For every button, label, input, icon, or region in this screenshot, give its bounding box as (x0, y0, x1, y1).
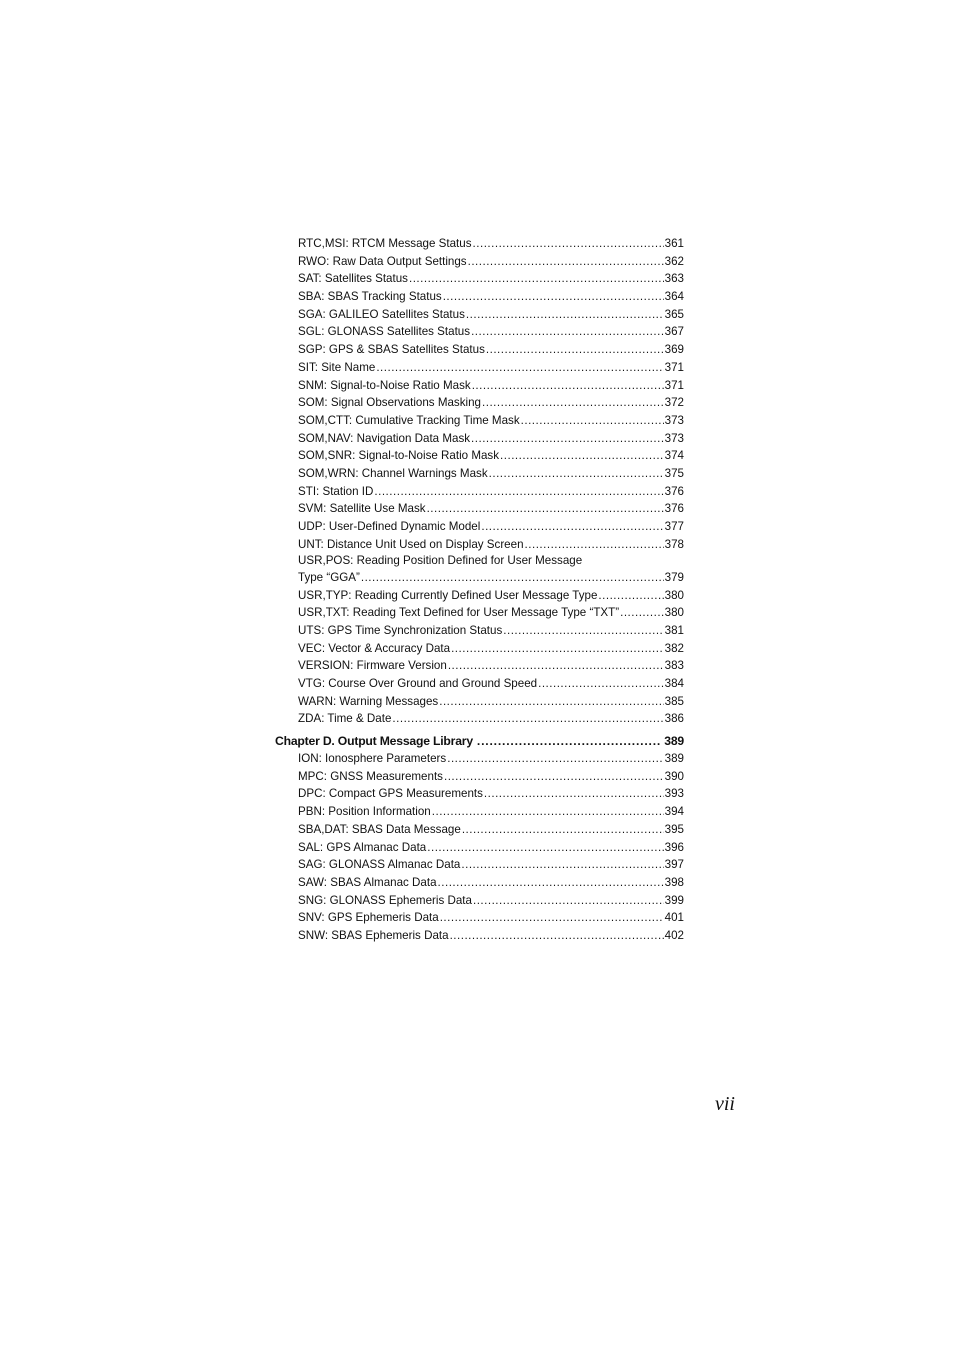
toc-entry[interactable] (275, 518, 684, 536)
dot-leader (451, 640, 664, 658)
toc-entry-page: 401 (664, 911, 684, 925)
toc-entry-page: 373 (664, 413, 684, 427)
toc-entry[interactable] (275, 874, 684, 892)
toc-entry-title: VTG: Course Over Ground and Ground Speed (298, 677, 538, 690)
toc-entry-title: SNG: GLONASS Ephemeris Data (298, 893, 472, 907)
toc-entry[interactable] (275, 622, 684, 640)
toc-entry-page: 376 (664, 502, 684, 516)
dot-leader (374, 483, 663, 501)
toc-entry-title-line2: Type “GGA” (298, 571, 360, 585)
toc-entry-page: 402 (664, 928, 684, 942)
toc-entry-title: VEC: Vector & Accuracy Data (298, 641, 451, 655)
dot-leader (486, 341, 664, 359)
dot-leader (525, 536, 664, 554)
toc-entry-page: 376 (664, 484, 684, 498)
dot-leader (598, 587, 663, 605)
toc-entry-title: SIT: Site Name (298, 360, 376, 374)
toc-entry-title: SAG: GLONASS Almanac Data (298, 858, 461, 872)
toc-entry-title: VERSION: Firmware Version (298, 659, 447, 673)
toc-entry-page: 371 (664, 360, 684, 374)
toc-entry-page: 362 (664, 254, 684, 268)
dot-leader (521, 412, 664, 430)
dot-leader (376, 359, 663, 377)
toc-entry-page: 385 (664, 694, 684, 708)
toc-entry-page: 379 (664, 571, 684, 585)
toc-entry[interactable] (275, 447, 684, 465)
toc-entry-title: SOM,CTT: Cumulative Tracking Time Mask (298, 413, 520, 427)
toc-entry-title: USR,TXT: Reading Text Defined for User Message Type “TXT” (298, 606, 620, 620)
toc-entry[interactable] (275, 394, 684, 412)
toc-entry[interactable] (275, 323, 684, 341)
toc-entry[interactable] (275, 587, 684, 605)
dot-leader (440, 909, 664, 927)
toc-entry-title: UTS: GPS Time Synchronization Status (298, 623, 503, 637)
dot-leader (500, 447, 664, 465)
dot-leader (468, 253, 664, 271)
toc-entry-title: RWO: Raw Data Output Settings (298, 254, 467, 268)
page-number: vii (715, 1093, 735, 1115)
toc-entry-page: 381 (664, 623, 684, 637)
toc-entry[interactable] (275, 675, 684, 693)
toc-entry-page: 393 (664, 787, 684, 801)
toc-entry[interactable] (275, 927, 684, 945)
toc-entry[interactable] (275, 710, 684, 728)
dot-leader (462, 821, 664, 839)
toc-entry-page: 380 (664, 606, 684, 620)
toc-entry-page: 389 (664, 752, 684, 766)
dot-leader (448, 657, 664, 675)
toc-entry[interactable] (275, 657, 684, 675)
toc-entry-title: SOM,NAV: Navigation Data Mask (298, 431, 471, 445)
table-of-contents (275, 235, 684, 945)
toc-entry-title: SNV: GPS Ephemeris Data (298, 911, 439, 925)
dot-leader (484, 785, 664, 803)
toc-entry-page: 373 (664, 431, 684, 445)
toc-entry[interactable] (275, 768, 684, 786)
dot-leader (461, 856, 663, 874)
toc-entry-title: DPC: Compact GPS Measurements (298, 787, 483, 801)
toc-entry[interactable] (275, 536, 684, 554)
dot-leader (471, 323, 664, 341)
toc-entry-title: SGP: GPS & SBAS Satellites Status (298, 343, 485, 357)
toc-entry-page: 382 (664, 641, 684, 655)
toc-entry-page: 397 (664, 858, 684, 872)
chapter-page: 389 (664, 734, 684, 749)
toc-entry-page: 371 (664, 378, 684, 392)
toc-entry[interactable] (275, 604, 684, 622)
toc-entry-title: MPC: GNSS Measurements (298, 769, 443, 783)
toc-entry[interactable] (275, 270, 684, 288)
toc-entry[interactable] (275, 750, 684, 768)
toc-entry-page: 384 (664, 677, 684, 690)
toc-entry-page: 365 (664, 307, 684, 321)
dot-leader (503, 622, 663, 640)
toc-entry-title: SOM,SNR: Signal-to-Noise Ratio Mask (298, 449, 500, 463)
toc-entry-page: 369 (664, 343, 684, 357)
chapter-title: Chapter D. Output Message Library (275, 734, 473, 749)
toc-entry[interactable] (275, 306, 684, 324)
toc-entry-page: 394 (664, 805, 684, 819)
toc-entry-title: SBA: SBAS Tracking Status (298, 290, 442, 304)
toc-entry-title: ZDA: Time & Date (298, 712, 392, 726)
toc-entry-title: SNM: Signal-to-Noise Ratio Mask (298, 378, 471, 392)
toc-entry-page: 375 (664, 466, 684, 480)
toc-entry[interactable] (275, 693, 684, 711)
toc-entry[interactable] (275, 288, 684, 306)
dot-leader (438, 874, 664, 892)
toc-entry-page: 396 (664, 840, 684, 854)
toc-entry[interactable] (275, 377, 684, 395)
toc-entry-title: SOM,WRN: Channel Warnings Mask (298, 466, 488, 480)
toc-entry-title: SAL: GPS Almanac Data (298, 840, 427, 854)
toc-entry[interactable] (275, 341, 684, 359)
toc-entry-page: 377 (664, 520, 684, 533)
toc-chapter-heading[interactable] (275, 732, 684, 750)
dot-leader (439, 693, 663, 711)
dot-leader (392, 710, 663, 728)
toc-entry[interactable] (275, 412, 684, 430)
dot-leader (477, 732, 660, 750)
toc-entry-title: UNT: Distance Unit Used on Display Screen (298, 537, 524, 551)
toc-entry[interactable] (275, 430, 684, 448)
dot-leader (472, 377, 664, 395)
toc-entry[interactable] (275, 465, 684, 483)
toc-entry[interactable] (275, 821, 684, 839)
toc-entry-title: RTC,MSI: RTCM Message Status (298, 237, 472, 250)
toc-entry-title: WARN: Warning Messages (298, 694, 439, 708)
dot-leader (450, 927, 664, 945)
toc-entry[interactable] (275, 892, 684, 910)
toc-entry-page: 390 (664, 769, 684, 783)
toc-entry-page: 383 (664, 659, 684, 673)
toc-entry-page: 367 (664, 325, 684, 339)
toc-entry-title: PBN: Position Information (298, 805, 431, 819)
dot-leader (427, 500, 664, 518)
toc-entry[interactable] (275, 785, 684, 803)
toc-entry[interactable] (275, 640, 684, 658)
toc-entry[interactable] (275, 359, 684, 377)
toc-entry[interactable] (275, 483, 684, 501)
toc-entry-page: 380 (664, 588, 684, 602)
toc-entry-page: 386 (664, 712, 684, 726)
toc-group-output-messages (275, 750, 684, 945)
dot-leader (473, 892, 664, 910)
dot-leader (538, 675, 664, 693)
toc-entry[interactable] (275, 553, 684, 586)
dot-leader (481, 518, 663, 536)
toc-entry-page: 398 (664, 875, 684, 889)
dot-leader (443, 288, 664, 306)
dot-leader (466, 306, 664, 324)
toc-entry[interactable] (275, 803, 684, 821)
dot-leader (427, 839, 663, 857)
toc-entry[interactable] (275, 909, 684, 927)
dot-leader (482, 394, 664, 412)
dot-leader (409, 270, 664, 288)
toc-entry[interactable] (275, 839, 684, 857)
toc-entry[interactable] (275, 235, 684, 253)
toc-entry-title: USR,TYP: Reading Currently Defined User Message Type (298, 588, 598, 602)
toc-entry[interactable] (275, 253, 684, 271)
toc-entry[interactable] (275, 856, 684, 874)
dot-leader (361, 569, 664, 586)
toc-entry-page: 364 (664, 290, 684, 304)
toc-entry-title-line1: USR,POS: Reading Position Defined for User Message (298, 554, 583, 568)
dot-leader (432, 803, 664, 821)
toc-group-commands-cont (275, 587, 684, 729)
dot-leader (620, 604, 664, 622)
toc-entry[interactable] (275, 500, 684, 518)
toc-entry-title: ION: Ionosphere Parameters (298, 752, 447, 766)
toc-entry-page: 399 (664, 893, 684, 907)
toc-group-commands (275, 235, 684, 553)
toc-entry-page: 395 (664, 822, 684, 836)
toc-entry-page: 361 (664, 237, 684, 250)
toc-entry-title: STI: Station ID (298, 484, 374, 498)
toc-entry-title: SNW: SBAS Ephemeris Data (298, 928, 449, 942)
toc-entry-page: 372 (664, 396, 684, 410)
dot-leader (489, 465, 664, 483)
dot-leader (471, 430, 664, 448)
toc-entry-title: SAW: SBAS Almanac Data (298, 875, 437, 889)
dot-leader (447, 750, 663, 768)
toc-entry-page: 374 (664, 449, 684, 463)
toc-entry-title: SGA: GALILEO Satellites Status (298, 307, 465, 321)
toc-entry-title: SVM: Satellite Use Mask (298, 502, 426, 516)
dot-leader (444, 768, 664, 786)
toc-entry-title: SOM: Signal Observations Masking (298, 396, 481, 410)
toc-entry-page: 363 (664, 272, 684, 286)
toc-entry-title: SBA,DAT: SBAS Data Message (298, 822, 461, 836)
toc-entry-page: 378 (664, 537, 684, 551)
toc-entry-title: UDP: User-Defined Dynamic Model (298, 520, 481, 533)
toc-entry-title: SAT: Satellites Status (298, 272, 408, 286)
toc-entry-title: SGL: GLONASS Satellites Status (298, 325, 471, 339)
dot-leader (473, 235, 664, 253)
